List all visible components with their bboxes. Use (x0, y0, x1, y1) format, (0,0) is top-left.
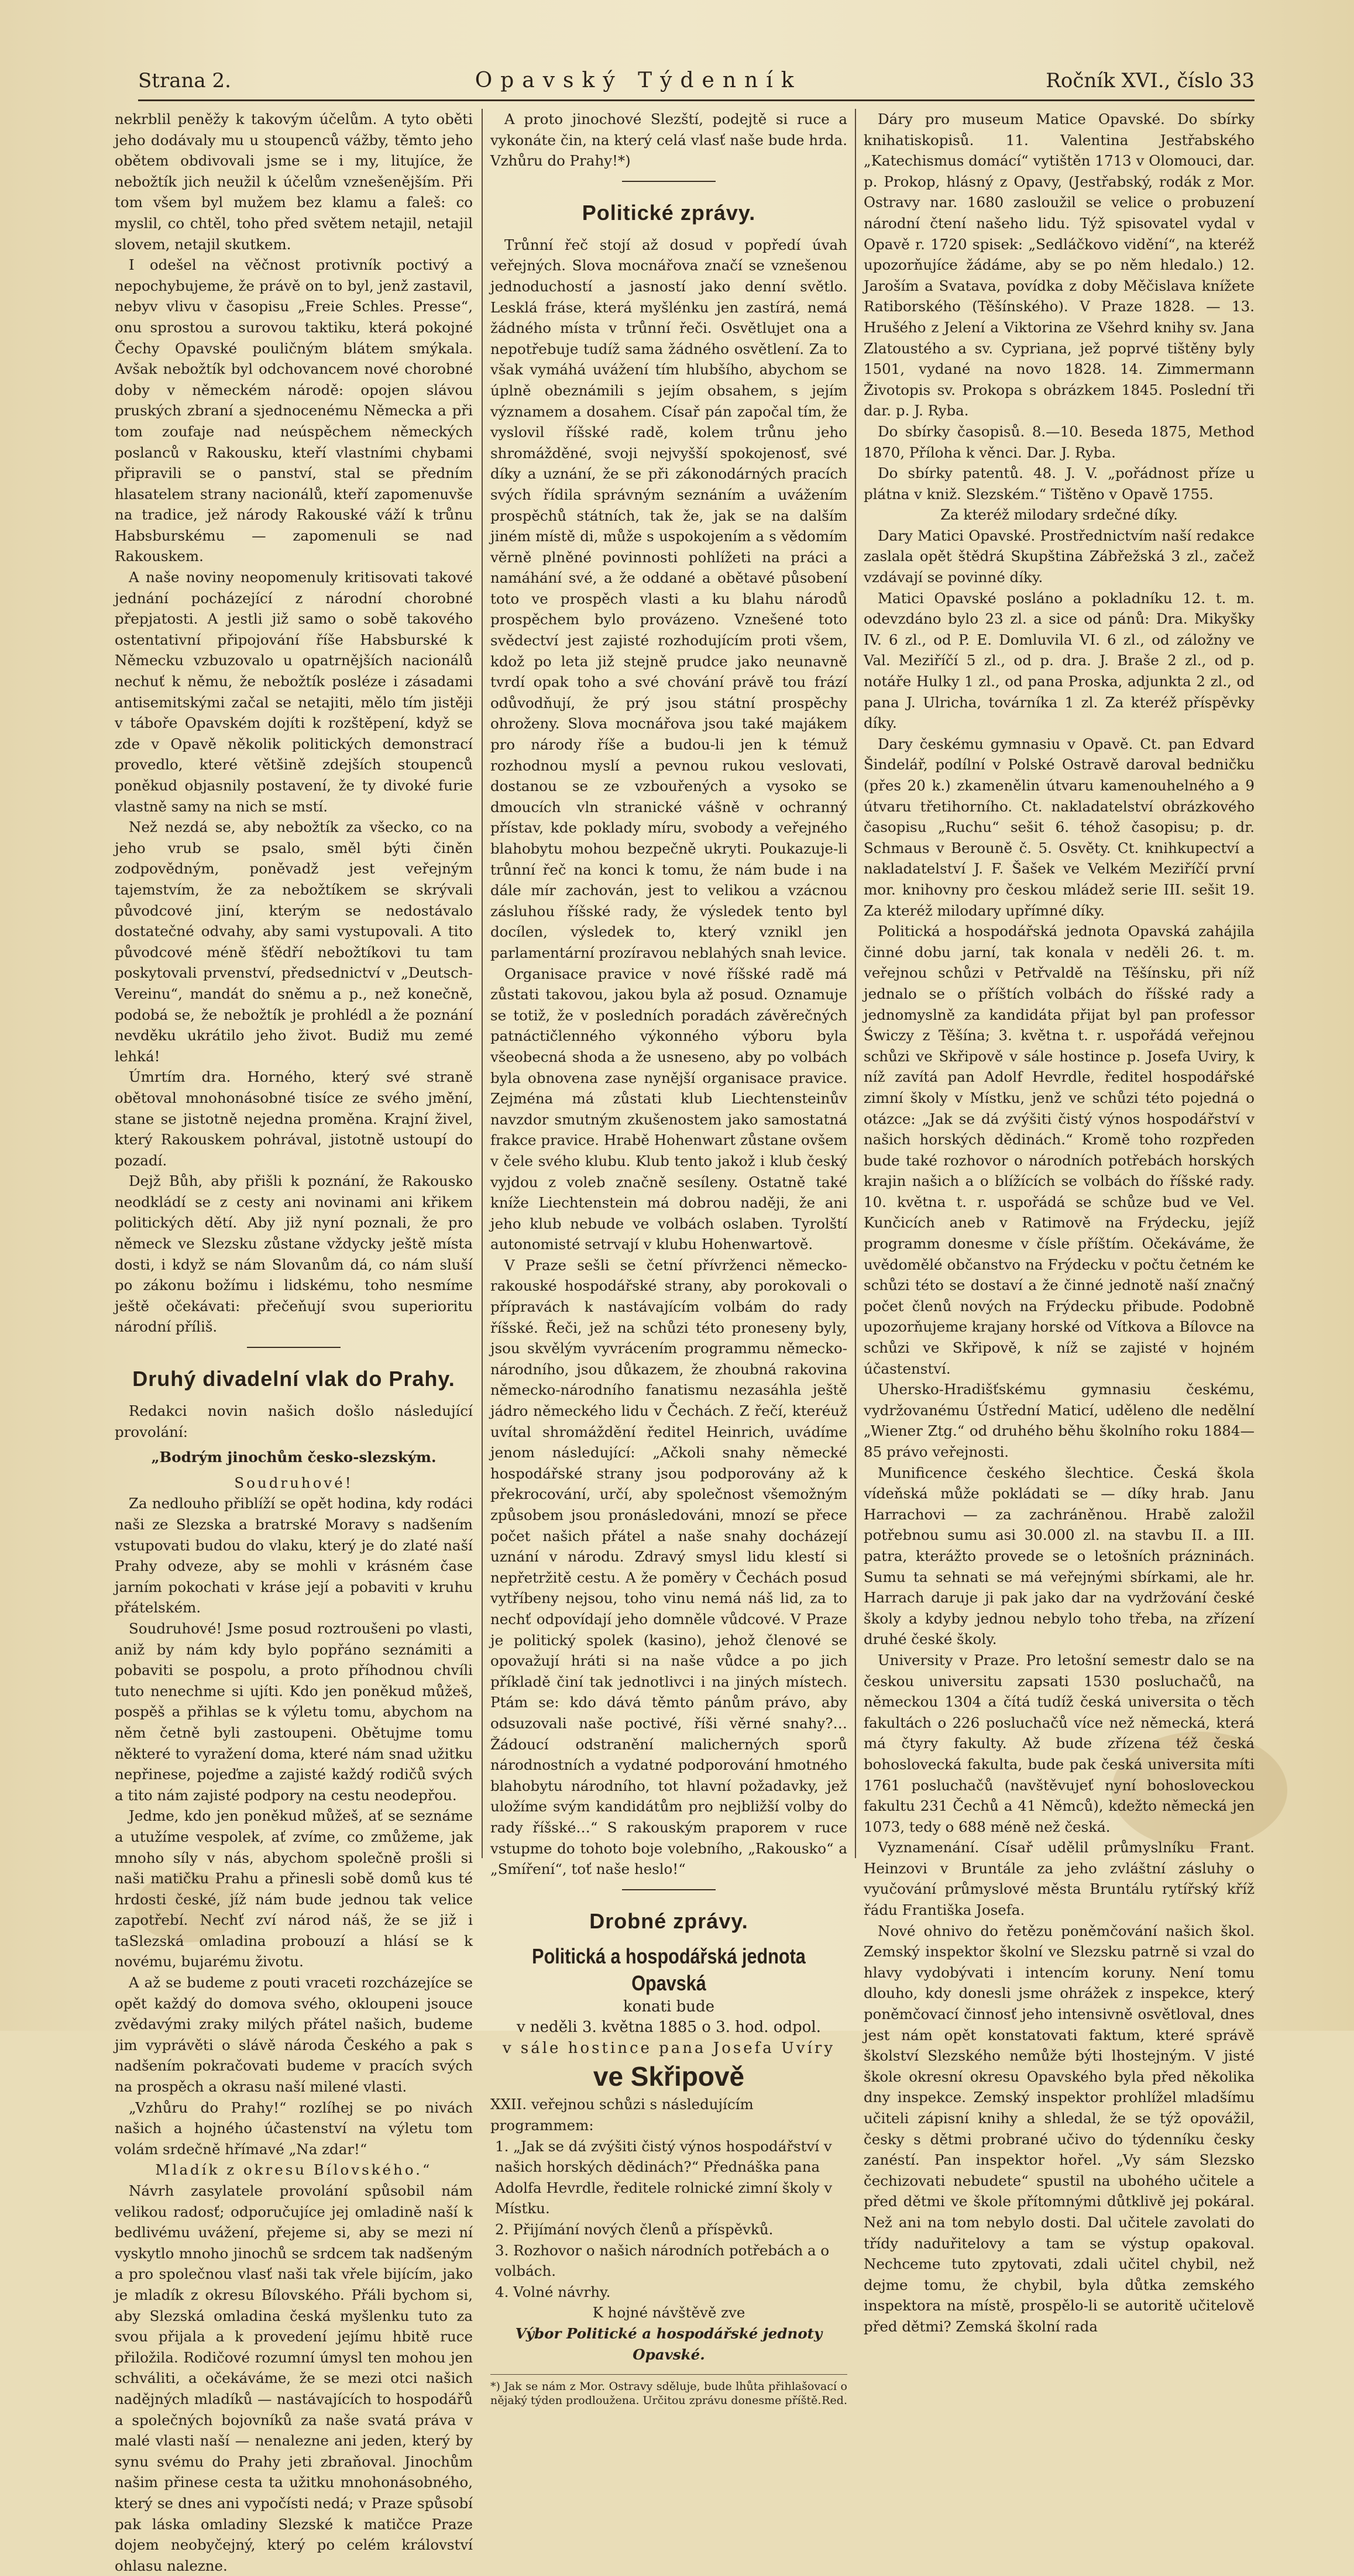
article-paragraph: Než nezdá se, aby nebožtík za všecko, co na jeho vrub se psalo, směl býti činěn zodpovědným, poněvadž jest veřejným tajemstvím, že za nebožtíkem se skrývali původcové jiní, kterým se nedostávalo dostatečné odvahy, aby sami vystupovali. A tito původcové méně šťědří nebožtíkovi tu tam poskytovali prvenství, předsednictví v „Deutsch-Vereinu“, mandát do sněmu a p., než konečně, podobá se, že nebožtík je prohlédl a že poznání nevděku ukrátilo jeho život. Budiž mu zemé lehká! (115, 818, 473, 1065)
footnote (490, 2374, 847, 2408)
section-rule (247, 1347, 341, 1348)
announcement-place: ve Skřipově (593, 2061, 745, 2092)
article-paragraph: „Vzhůru do Prahy!“ rozlíhej se po nivách našich a hojného účastenství na výletu tom volám srdečně hřímavé „Na zdar!“ (115, 2099, 473, 2158)
article-paragraph: V Praze sešli se četní přívrženci německo-rakouské hospodářské strany, aby porokovali o přípravách k nastávajícím volbám do rady říšské. Řeči, jež na schůzi této proneseny byly, jsou skvělým vyvrácením programmu německo-národního, jsou důkazem, že zhoubná rakovina německo-národního fanatismu nezasáhla ještě jádro německého lidu v Čechách. Z řečí, kteréuž uvítal shromáždění ředitel Heinrich, uvádíme jenom následující: „Ačkoli snahy německé hospodářské strany jsou podporovány až k překrocování, určí, aby společnost všemožným způsobem jsou pronásledováni, mnozí se přece počet našich přátel a naše snahy docházejí uznání v národu. Zdravý smysl lidu klestí si nepřetržitě cestu. A že poměry v Čechách posud vytříbeny nejsou, toho vinu nemá náš lid, za to nechť odpovídají jeho domněle vůdcové. V Praze je politický spolek (kasino), jehož členové se opovažují hráti si na naše vůdce a po jich příkladě činí tak jednotlivci i na jiných místech. Ptám se: kdo dává těmto pánům právo, aby odsuzovali naše poctivé, říši věrné snahy?… Žádoucí odstranění malicherných sporů národnostních a vydatné podporování hmotného blahobytu národního, tot hlavní požadavky, jež uložíme svým kandidátům pro nejbližší volby do rady říšské…“ S rakouským praporem v ruce vstupme do tohoto boje volebního, „Rakousko“ a „Smíření“, toť naše heslo!“ (490, 1256, 847, 1878)
page-number: Strana 2. (138, 69, 231, 92)
section-rule (622, 1889, 716, 1890)
announcement-intro: XXII. veřejnou schůzi s následujícím programmem: (490, 2096, 754, 2134)
article-paragraph: Návrh zasylatele provolání spůsobil nám velikou radosť; odporučujíce jej omladině naší k bedlivému uvážení, přejeme si, aby se mezi ní vyskytlo mnoho jinochů se srdcem tak nadšeným a pro společnou vlasť naši tak vřele bijícím, jako je mladík z okresu Bílovského. Přáli bychom si, aby Slezská omladina česká myšlenku tuto za svou přijala a k provedení jejímu hbitě ruce přiložila. Rodičové rozumní úmysl ten mohou jen schváliti, a očekáváme, že se mezi otci našich nadějných mladíků — nastávajících to hospodářů a společných bojovníků za naše svatá práva v malé vlasti naší — nenalezne ani jeden, který by synu svému do Prahy jeti zbraňoval. Jinochům našim přinese cesta ta užitku mnohonásobného, který se dnes ani vypočísti nedá; v Praze spůsobí pak láska omladiny Slezské k matičce Praze dojem neobyčejný, který po celém království ohlasu nalezne. (115, 2182, 473, 2574)
article-paragraph: Munificence českého šlechtice. Česká škola vídeňská může pokládati se — díky hrab. Janu Harrachovi — za zachráněnou. Hrabě založil potřebnou sumu asi 30.000 zl. na stavbu II. a III. patra, kterážto provede se o letošních prázninách. Sumu ta sehnati se má veřejnými sbírkami, ale hr. Harrach daruje ji pak jako dar na vydržování české školy a kdyby jednou nebylo toho třeba, na zřízení druhé české školy. (864, 1464, 1255, 1648)
article-paragraph: Dejž Bůh, aby přišli k poznání, že Rakousko neodkládí se z cesty ani novinami ani křikem politických dětí. Aby již nyní poznali, že pro německ ve Slezsku zůstane vždycky ještě místa dosti, i když se nám Slovanům dá, co nám sluší po zákonu božímu i lidskému, toho nesmíme ještě očekávati: přečeňují svou superioritu národní příliš. (115, 1172, 473, 1336)
article-paragraph: Do sbírky patentů. 48. J. V. „pořádnost příze u plátna v kniž. Slezském.“ Tištěno v Opavě 1755. (864, 465, 1255, 503)
column-divider (482, 109, 483, 1858)
article-paragraph: Redakci novin našich došlo následující provolání: (115, 1402, 473, 1440)
article-paragraph: Dary českému gymnasiu v Opavě. Ct. pan Edvard Šindelář, podílní v Polské Ostravě daroval bedničku (přes 20 k.) zkamenělin útvaru kamenouhelného a 9 útvaru třetihorního. Ct. nakladatelství obrázkového časopisu „Ruchu“ sešit 6. téhož časopisu; p. dr. Schmaus v Berouně č. 5. Osvěty. Ct. knihkupectví a nakladatelství J. F. Šašek ve Velkém Meziříčí první mor. knihovny pro českou mládež serie III. sešit 19. Za kteréž milodary upřímné díky. (864, 735, 1255, 919)
column-1 (115, 109, 473, 2574)
announcement-signature: Výbor Politické a hospodářské jednoty Opavské. (515, 2325, 823, 2363)
programme-item: 4. Volné návrhy. (495, 2283, 611, 2300)
article-paragraph: Dáry pro museum Matice Opavské. Do sbírky knihatiskopisů. 11. Valentina Jestřabského „Katechismus domácí“ vytištěn 1713 v Olomouci, dar. p. Prokop, hlásný z Opavy, (Jestřabský, rodák z Mor. Ostravy nar. 1680 zasloužil se velice o probuzení národní čtení našeho lidu. Týž spisovatel vydal v Opavě r. 1720 spisek: „Sedláčkovo vidění“, na kteréž upozorňujíce žádáme, aby se po něm hledalo.) 12. Jaroším a Svatava, povídka z doby Měčislava knížete Ratiborského (Těšínského). V Praze 1828. — 13. Hrušého z Jelení a Viktorina ze Všehrd knihy sv. Jana Zlatoustého a sv. Cypriana, jež poprvé tištěny byly 1501, vydané na novo 1828. 14. Zimmermann Životopis sv. Prokopa s obrázkem 1845. Poslední tři dar. p. J. Ryba. (864, 111, 1255, 419)
section-heading: Druhý divadelní vlak do Prahy. (132, 1367, 455, 1391)
article-paragraph: Jedme, kdo jen poněkud můžeš, ať se seznáme a utužíme vespolek, ať zvíme, co zmůžeme, jak mnoho síly v nás, abychom společně prošli si naši matičku Prahu a přinesli sobě domů kus té hrdosti české, jíž nám bude jednou tak velice zapotřebí. Nechť zví národ náš, že se již i taSlezská omladina probouzí a hlásí se k novému, bujarému životu. (115, 1807, 473, 1970)
column-divider (855, 109, 856, 1858)
announcement-invite: K hojné návštěvě zve (592, 2304, 745, 2322)
article-paragraph: Dary Matici Opavské. Prostřednictvím naší redakce zaslala opět štědrá Skupština Zábřežská 3 zl., začež vzdávají se povinné díky. (864, 527, 1255, 586)
article-paragraph: A naše noviny neopomenuly kritisovati takové jednání pocházející z národní chorobné přepjatosti. A jestli již samo o sobě takového ostentativní připojování říše Habsburské k Německu vzbuzovalo u opatrnějších nacionálů nechuť k němu, že nebožtík posléze i zásadami antisemitskými začal se netajiti, mělo tím jistěji v táboře Opavském dojíti k rozštěpení, když se zde v Opavě několik politických demonstrací provedlo, které většině zdejších stoupenců poněkud objasnily postavení, že ty divoké furie vlastně samy na nich se mstí. (115, 569, 473, 815)
article-paragraph: A až se budeme z pouti vraceti rozcházejíce se opět každý do domova svého, okloupeni jsouce zvědavými zraky milých přátel našich, budeme jim vyprávěti o slávě národa Českého a pak s nadšením pokračovati budeme v pracích svých na prospěch a okrasu naší milené vlasti. (115, 1974, 473, 2096)
article-paragraph: Do sbírky časopisů. 8.—10. Beseda 1875, Method 1870, Příloha k věnci. Dar. J. Ryba. (864, 422, 1255, 461)
footnote-signature: Red. (822, 2394, 847, 2408)
programme-item: 3. Rozhovor o našich národních potřebách a o volbách. (495, 2241, 830, 2280)
programme-item: 1. „Jak se dá zvýšiti čistý výnos hospodářství v našich horských dědinách?“ Přednáška pana Adolfa Hevrdle, ředitele rolnické zimní školy v Místku. (495, 2137, 833, 2217)
announcement-org: Politická a hospodářská jednota Opavská (532, 1944, 806, 1995)
article-paragraph: Vyznamenání. Císař udělil průmyslníku Frant. Heinzovi v Bruntále za jeho zvláštní zásluhy o vyučování průmyslové města Bruntálu rytířský kříž řádu Františka Josefa. (864, 1839, 1255, 1919)
section-rule (622, 181, 716, 182)
article-paragraph: A proto jinochové Slezští, podejtě si ruce a vykonáte čin, na který celá vlasť naše bude hrda. Vzhůru do Prahy!*) (490, 111, 847, 170)
programme-item: 2. Přijímání nových členů a příspěvků. (495, 2221, 774, 2238)
article-paragraph: Za nedlouho přiblíží se opět hodina, kdy rodáci naši ze Slezska a bratrské Moravy s nadšením vstupovati budou do vlaku, který je do zlaté naší Prahy odveze, aby se mohli v krásném čase jarním pokochati v kráse její a pobaviti v kruhu přátelském. (115, 1495, 473, 1617)
article-paragraph: Nové ohnivo do řetězu poněmčování našich škol. Zemský inspektor školní ve Slezsku patrně si vzal do hlavy vydobývati i intencím koruny. Není tomu dlouho, kdy donesli jsme ohrážek z inspekce, který poněmčovací činnosť jeho intensivně osvětloval, dnes jest nám opět konstatovati faktum, které správě školství Slezského nemůže býti lhostejným. V jisté škole okresní okresu Opavského byla před několika dny inspekce. Zemský inspektor prohlížel mladšímu učiteli zápisní knihy a shledal, že se týž opovážil, česky s dětmi probrané učivo do týdenníku česky zanéstí. Pan inspektor hořel. „Vy sám Slezsko čechizovati nebudete“ spustil na ubohého učitele a před dětmi ve škole přítomnými důtklivě jej pokáral. Než ani na tom nebylo dosti. Dal učitele zavolati do třídy naduřitelovy a tam se výstup opakoval. Nechceme tuto zpytovati, zdali učitel chybil, než dejme tomu, že chybil, byla důtka zemského inspektora na místě, prospělo-li se autoritě učitelově před dětmi? Zemská školní rada (864, 1922, 1255, 2335)
letter-signature: Mladík z okresu Bílovského.“ (155, 2161, 432, 2179)
programme-list (490, 2136, 847, 2303)
article-paragraph: Uhersko-Hradišťskému gymnasiu českému, vydržovanému Ústřední Maticí, uděleno dle nedělní „Wiener Ztg.“ od druhého běhu školního roku 1884—85 právo veřejnosti. (864, 1381, 1255, 1460)
article-paragraph: nekrblil peněžy k takovým účelům. A tyto oběti jeho dodávaly mu u stoupenců vážby, těmto jeho obětem obdivovali jsme se i my, litujíce, že nebožtík jich neužil k účelům vznešenějším. Při tom všem byl mužem bez klamu a faleš: co myslil, co chtěl, toho před světem netajil, netajil slovem, netajil skutkem. (115, 111, 473, 253)
article-paragraph: Politická a hospodářská jednota Opavská zahájila činné dobu jarní, tak konala v neděli 26. t. m. veřejnou schůzi v Petřvaldě na Těšínsku, při níž jednalo se o příštích volbách do říšské rady a jednomyslně za kandidáta přijat byl pan professor Świczy z Těšína; 3. května t. r. uspořádá veřejnou schůzi ve Skřipově v sále hostince p. Josefa Uviry, k níž zavítá pan Adolf Hevrdle, ředitel hospodářské zimní školy v Místku, jenž ve schůzi této pojedná o otázce: „Jak se dá zvýšiti čistý výnos hospodářství v našich horských dědinách.“ Kromě toho rozpředen bude také rozhovor o národních potřebách horských krajin našich a o blížících se volbách do říšské rady. 10. května t. r. uspořádá se schůze bud ve Vel. Kunčicích aneb v Ratimově na Frýdecku, jejíž programm donesme v čísle příštím. Očekáváme, že uvědomělé občanstvo na Frýdecku v počtu četném ke schůzi této se dostaví a že činné jednotě naší značný počet členů nových na Frýdecku přibude. Podobně upozorňujeme krajany horské od Vítkova a Bílovce na schůzi ve Skřipově, k níž se zajisté v hojném účastenství. (864, 923, 1255, 1377)
article-paragraph: Úmrtím dra. Horného, který své straně obětoval mnohonásobné tisíce ze svého jmění, stane se jistotně nejedna proměna. Krajní živel, který Rakouskem pohrával, jistotně ustoupí do pozadí. (115, 1068, 473, 1169)
footnote-text: *) Jak se nám z Mor. Ostravy sděluje, bude lhůta přihlašovací o nějaký týden prodloužena. Určitou zprávu donesme příště. (490, 2380, 847, 2408)
article-paragraph: University v Praze. Pro letošní semestr dalo se na českou universitu zapsati 1530 posluchačů, na německou 1304 a čítá tudíž česká universita o těch fakultách o 226 posluchačů více než německá, která má čtyry fakulty. Až bude zřízena též česká bohoslovecká fakulta, bude pak česká universita míti 1761 posluchačů (navštěvujeť nyní bohosloveckou fakultu 231 Čechů a 41 Němců), kdežto německá jen 1073, tedy o 688 méně než česká. (864, 1651, 1255, 1835)
article-paragraph: Matici Opavské posláno a pokladníku 12. t. m. odevzdáno bylo 23 zl. a sice od pánů: Dra. Mikyšky IV. 6 zl., od P. E. Domluvila VI. 6 zl., od záložny ve Val. Meziříčí 5 zl., od p. dra. J. Braše 2 zl., od p. notáře Hulky 1 zl., od pana Proska, adjunkta 2 zl., od pana J. Ulricha, továrníka 1 zl. Za kteréž příspěvky díky. (864, 589, 1255, 732)
announcement-venue: v sále hostince pana Josefa Uvíry (502, 2039, 836, 2057)
article-paragraph: Organisace pravice v nové říšské radě má zůstati takovou, jakou byla až posud. Oznamuje se totiž, že v posledních poradách závěrečných patnáctičlenného výkonného výboru byla všeobecná shoda a že usneseno, aby po volbách byla obnovena zase nynější organisace pravice. Zejména má zůstati klub Liechtensteinův navzdor smutným zkušenostem jako samostatná frakce pravice. Hrabě Hohenwart zůstane ovšem v čele svého klubu. Klub tento jakož i klub český vyjdou z voleb značně sesíleny. Ostatně také kníže Liechtenstein má dobrou naději, že ani jeho klub nebude ve volbách oslaben. Tyrolští autonomisté setrvají v klubu Hohenwartově. (490, 965, 847, 1253)
announcement-date: v neděli 3. května 1885 o 3. hod. odpol. (516, 2018, 822, 2037)
article-paragraph: Soudruhové! Jsme posud roztroušeni po vlasti, aniž by nám kdy bylo popřáno seznámiti a pobaviti se pospolu, a proto příhodnou chvíli tuto nenechme si ujíti. Kdo jen poněkud můžeš, pospěš a přihlas se k výletu tomu, abychom na něm četně byli zastoupeni. Obětujme tomu některé to vyražení doma, které nám snad užitku nepřinese, pojeďme a zajisté každý rodičů svých a tito nám zajisté podpory na cestu neodepřou. (115, 1619, 473, 1804)
column-2 (490, 109, 847, 2408)
meeting-announcement (490, 1943, 847, 2365)
letter-heading: „Bodrým jinochům česko-slezským. (151, 1449, 437, 1466)
article-paragraph: Za kteréž milodary srdečné díky. (940, 506, 1178, 524)
section-heading: Drobné zprávy. (589, 1908, 748, 1933)
section-heading: Politické zprávy. (582, 200, 756, 225)
newspaper-title: Opavský Týdenník (475, 68, 802, 92)
column-3 (864, 109, 1255, 2335)
announcement-line: konati bude (623, 1997, 715, 2016)
letter-salutation: Soudruhové! (234, 1474, 353, 1491)
issue-info: Ročník XVI., číslo 33 (1046, 69, 1255, 92)
page-header (138, 57, 1255, 101)
article-paragraph: Trůnní řeč stojí až dosud v popředí úvah veřejných. Slova mocnářova značí se vznešenou jednoduchostí a jasností jako denní světlo. Lesklá fráse, která myšlénku jen zastírá, nemá žádného místa v trůnní řeči. Osvětlujet ona a nepotřebuje tudíž sama žádného osvětlení. Za to však vymáhá uvážení tím hlubšího, abychom se úplně obeznámili s jejím obsahem, s jejím významem a dosahem. Císař pán započal tím, že vyslovil říšské radě, kolem trůnu jeho shromážděné, svoji nejvyšší spokojenosť, své díky a uznání, že se při zákonodárných pracích svých řídila správným seznáním a uvážením prospěchů státních, tak že, jak se na dalším jiném místě di, může s uspokojením a s vědomím věrně plněné povinnosti pohlížeti na práci a namáhání své, a že oddané a obětavé působení toto ve prospěch vlasti a ku blahu národů prospěchem bylo provázeno. Vznešené toto svědectví jest zajisté rozhodujícím proti všem, kdož po leta již stejně prudce jako neunavně tvrdí opak toho a své chování právě tou frází odůvodňují, že prý jsou státní prospěchy ohroženy. Slova mocnářova jsou také majákem pro národy říše a budou-li jen k témuž rozhodnou myslí a pevnou rukou veslovati, dostanou se ze vzbouřených a vysoko se dmoucích vln stranické vášně v ochranný přístav, kde poklady míru, svobody a veřejného blahobytu mohou bezpečně ukryti. Poukazuje-li trůnní řeč na konci k tomu, že nám bude i na dále mír zachován, jest to velikou a vzácnou zásluhou říšské rady, že výsledek tento byl docílen, výsledek to, který vznikl jen parlamentární prozíravou neblahých snah levice. (490, 236, 847, 961)
article-paragraph: I odešel na věčnost protivník poctivý a nepochybujeme, že právě on to byl, jenž zastavil, nebyv vlivu v časopisu „Freie Schles. Presse“, onu sprostou a surovou taktiku, která pokojné Čechy Opavské pouličným blátem smýkala. Avšak nebožtík byl odchovancem nové chorobné doby v německém národě: opojen slávou pruských zbraní a sjednocenému Německa a při tom zoufaje nad neúspěchem německých poslanců v Rakousku, kteří vlastními chybami připravili se o panství, stal se předním hlasatelem strany nacionálů, kteří zapomenuvše na tradice, jež národy Rakouské váží k trůnu Habsburskému — zapomenuli se nad Rakouskem. (115, 256, 473, 565)
